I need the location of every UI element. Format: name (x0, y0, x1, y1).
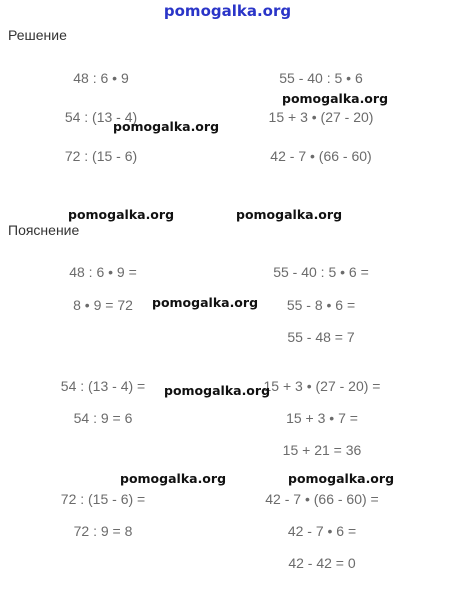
explanation-right-step: 42 - 7 • (66 - 60) = (265, 491, 379, 507)
watermark: pomogalka.org (282, 91, 389, 106)
explanation-right-step: 55 - 8 • 6 = (286, 297, 356, 313)
explanation-right-step: 15 + 3 • (27 - 20) = (263, 378, 381, 394)
watermark: pomogalka.org (164, 383, 271, 398)
solution-right-expression: 15 + 3 • (27 - 20) (268, 109, 374, 125)
solution-left-expression: 48 : 6 • 9 (73, 70, 129, 86)
solution-left-expression: 72 : (15 - 6) (64, 148, 138, 164)
explanation-right-step: 42 - 42 = 0 (288, 555, 356, 571)
watermark: pomogalka.org (288, 471, 395, 486)
explanation-right-step: 15 + 3 • 7 = (286, 410, 358, 426)
explanation-right-step: 55 - 40 : 5 • 6 = (273, 264, 369, 280)
explanation-left-step: 8 • 9 = 72 (73, 297, 133, 313)
explanation-left-step: 72 : (15 - 6) = (60, 491, 146, 507)
explanation-left-step: 54 : (13 - 4) = (60, 378, 146, 394)
explanation-left-step: 72 : 9 = 8 (73, 523, 133, 539)
solution-left-expression: 54 : (13 - 4) (64, 109, 138, 125)
watermark: pomogalka.org (113, 119, 220, 134)
explanation-heading: Пояснение (8, 222, 80, 238)
site-title: pomogalka.org (163, 2, 292, 20)
explanation-right-step: 15 + 21 = 36 (282, 442, 362, 458)
watermark: pomogalka.org (236, 207, 343, 222)
solution-heading: Решение (8, 27, 67, 43)
watermark: pomogalka.org (152, 295, 259, 310)
explanation-right-step: 55 - 48 = 7 (287, 329, 355, 345)
explanation-left-step: 48 : 6 • 9 = (69, 264, 137, 280)
watermark: pomogalka.org (120, 471, 227, 486)
solution-right-expression: 55 - 40 : 5 • 6 (279, 70, 363, 86)
explanation-right-step: 42 - 7 • 6 = (287, 523, 357, 539)
solution-right-expression: 42 - 7 • (66 - 60) (270, 148, 372, 164)
explanation-left-step: 54 : 9 = 6 (73, 410, 133, 426)
watermark: pomogalka.org (68, 207, 175, 222)
